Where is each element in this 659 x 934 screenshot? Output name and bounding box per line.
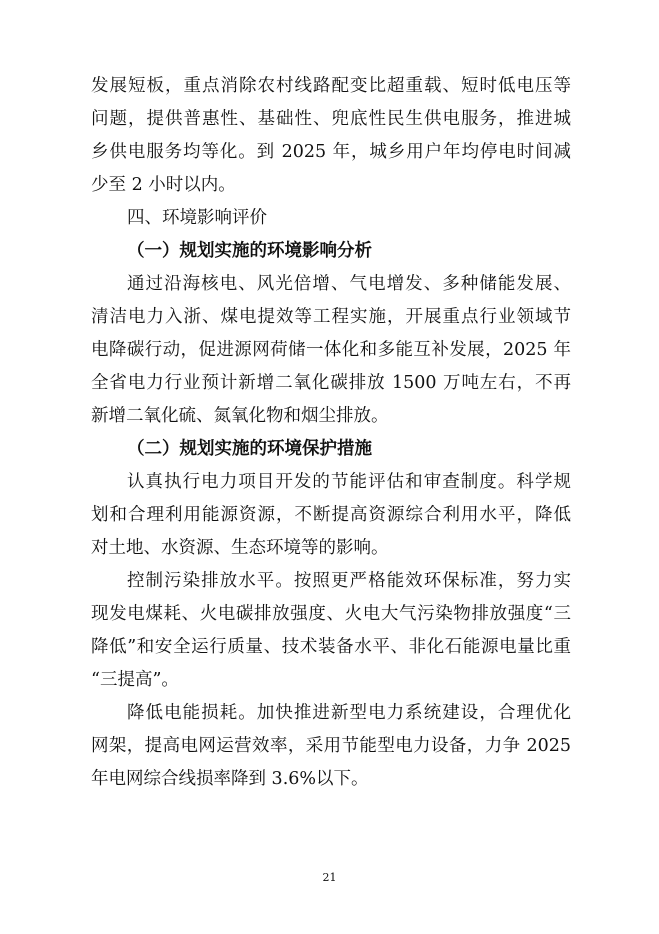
section-heading: 四、环境影响评价 — [127, 208, 267, 228]
paragraph-first-line: 降低电能损耗。加快推进新型电力系统建设，合理优化 — [127, 703, 571, 723]
body-line: 清洁电力入浙、煤电提效等工程实施，开展重点行业领域节 — [91, 307, 571, 327]
page-number: 21 — [322, 871, 337, 884]
subsection-heading: （二）规划实施的环境保护措施 — [127, 439, 372, 459]
paragraph-first-line: 通过沿海核电、风光倍增、气电增发、多种储能发展、 — [127, 274, 571, 294]
body-line: 全省电力行业预计新增二氧化碳排放 1500 万吨左右，不再 — [91, 373, 571, 393]
body-line: 少至 2 小时以内。 — [91, 175, 236, 195]
body-line: 对土地、水资源、生态环境等的影响。 — [91, 538, 389, 558]
body-line: “三提高”。 — [91, 670, 179, 690]
body-line: 降低”和安全运行质量、技术装备水平、非化石能源电量比重 — [91, 637, 571, 657]
body-line: 乡供电服务均等化。到 2025 年，城乡用户年均停电时间减 — [91, 142, 571, 162]
body-line: 年电网综合线损率降到 3.6%以下。 — [91, 769, 369, 789]
body-line: 电降碳行动，促进源网荷储一体化和多能互补发展，2025 年 — [91, 340, 571, 360]
body-line: 现发电煤耗、火电碳排放强度、火电大气污染物排放强度“三 — [91, 604, 571, 624]
paragraph-first-line: 认真执行电力项目开发的节能评估和审查制度。科学规 — [127, 472, 571, 492]
subsection-heading: （一）规划实施的环境影响分析 — [127, 241, 372, 261]
paragraph-first-line: 控制污染排放水平。按照更严格能效环保标准，努力实 — [127, 571, 571, 591]
body-line: 网架，提高电网运营效率，采用节能型电力设备，力争 2025 — [91, 736, 571, 756]
body-line: 新增二氧化硫、氮氧化物和烟尘排放。 — [91, 406, 389, 426]
body-line: 划和合理利用能源资源，不断提高资源综合利用水平，降低 — [91, 505, 571, 525]
body-line: 发展短板，重点消除农村线路配变比超重载、短时低电压等 — [91, 76, 571, 96]
body-line: 问题，提供普惠性、基础性、兜底性民生供电服务，推进城 — [91, 109, 571, 129]
